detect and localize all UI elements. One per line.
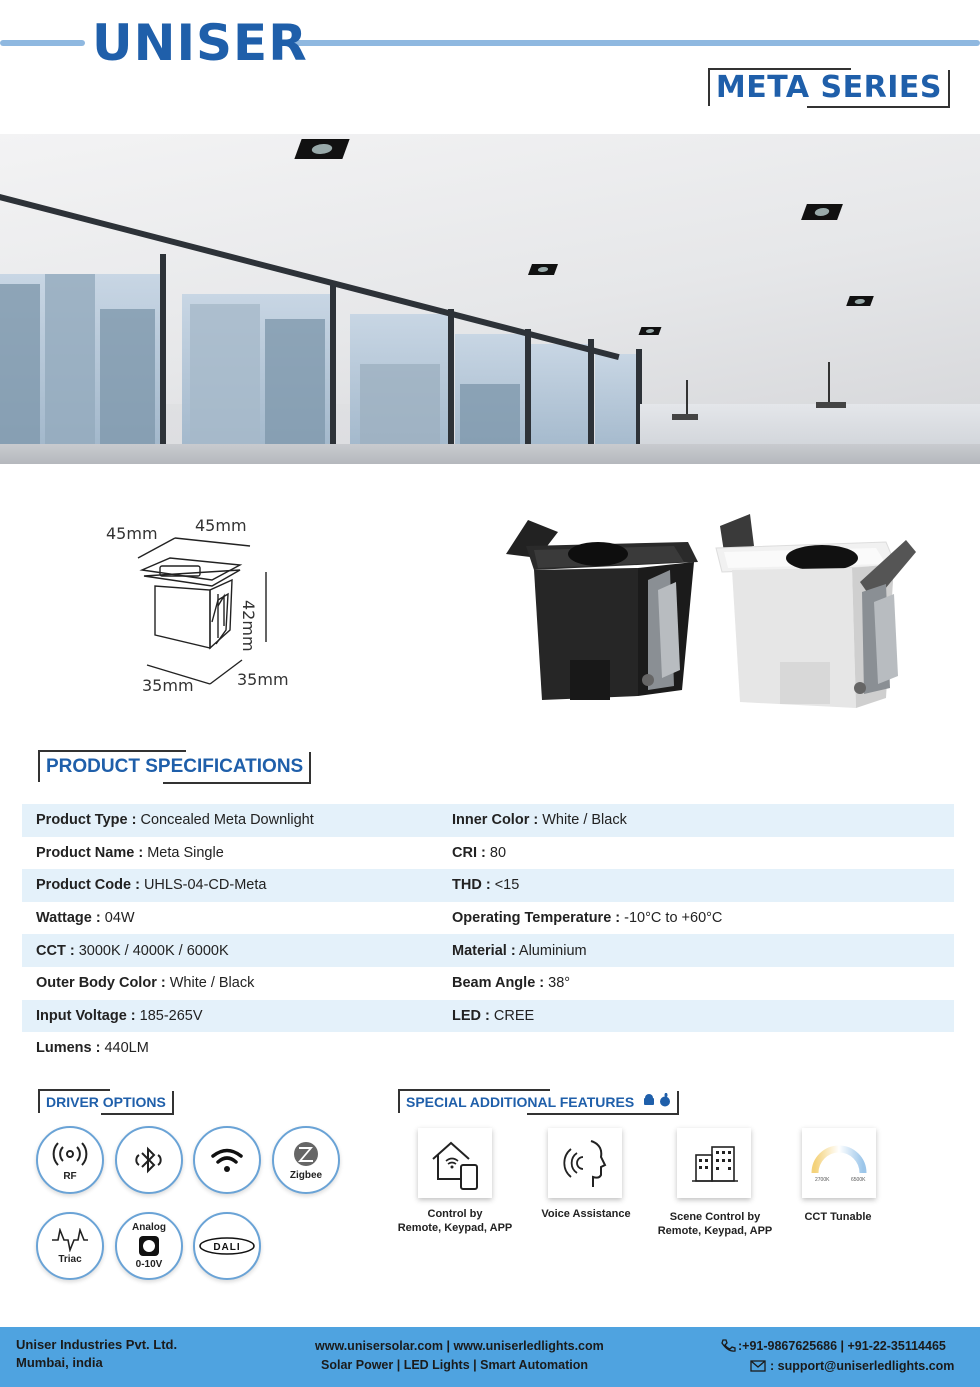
footer-phone: :+91-9867625686 | +91-22-35114465 [738,1339,946,1353]
specs-title: PRODUCT SPECIFICATIONS [46,756,304,777]
footer [0,1327,980,1387]
hero-room-image [0,134,980,464]
spec-cell: Outer Body Color : White / Black [36,975,255,992]
dim-bottom-right: 35mm [237,670,289,689]
spec-table [22,804,954,1065]
feature-tile-voice [548,1128,622,1198]
bluetooth-icon [129,1143,169,1177]
footer-company: Uniser Industries Pvt. Ltd. [16,1337,178,1352]
features-title: SPECIAL ADDITIONAL FEATURES [406,1094,635,1110]
footer-city: Mumbai, india [16,1355,103,1370]
cct-max-label: 6500K [851,1177,866,1183]
footer-phone-row[interactable] [720,1339,946,1353]
triac-label: Triac [58,1253,82,1265]
zigbee-label: Zigbee [289,1169,323,1181]
phone-icon [720,1339,736,1353]
triac-wave-icon [50,1228,90,1252]
driver-zigbee [272,1126,340,1194]
dim-bottom-left: 35mm [142,676,194,695]
header-rule-right [285,40,980,46]
smart-home-app-icon [427,1135,483,1191]
rf-icon [52,1139,88,1169]
mail-icon [750,1360,766,1372]
android-icon [643,1093,655,1112]
apple-icon [659,1093,671,1112]
footer-websites[interactable]: www.unisersolar.com | www.uniserledlights.com [315,1339,604,1353]
spec-cell: Inner Color : White / Black [452,812,627,829]
spec-cell: CRI : 80 [452,844,507,861]
header-rule-left [0,40,85,46]
spec-cell: THD : <15 [452,877,520,894]
feature-tile-cct [802,1128,876,1198]
spec-row [22,1032,954,1065]
wifi-icon [209,1145,245,1175]
spec-cell: Material : Aluminium [452,942,587,959]
spec-cell: Wattage : 04W [36,910,135,927]
spec-cell: Beam Angle : 38° [452,975,571,992]
feature-scene-caption: Scene Control by Remote, Keypad, APP [657,1211,773,1237]
spec-row [22,1000,954,1033]
specs-title-box [38,752,311,782]
zigbee-icon [291,1140,321,1168]
feature-cct-caption: CCT Tunable [804,1211,872,1223]
feature-voice-caption: Voice Assistance [541,1208,631,1220]
driver-dali [193,1212,261,1280]
product-photo-black [498,510,708,710]
driver-triac [36,1212,104,1280]
series-badge [708,70,950,106]
product-photo-white [710,512,930,712]
driver-bluetooth [115,1126,183,1194]
spec-row [22,869,954,902]
footer-email: : support@uniserledlights.com [770,1359,955,1373]
feature-tile-control [418,1128,492,1198]
spec-cell: Product Name : Meta Single [36,844,224,861]
features-title-box [398,1091,679,1113]
driver-title-box [38,1091,174,1113]
spec-cell: LED : CREE [452,1007,535,1024]
feature-tile-scene [677,1128,751,1198]
feature-control-caption: Control by Remote, Keypad, APP [397,1208,513,1234]
spec-cell: Operating Temperature : -10°C to +60°C [452,910,723,927]
footer-tagline: Solar Power | LED Lights | Smart Automation [321,1358,588,1372]
spec-cell: Product Type : Concealed Meta Downlight [36,812,314,829]
rf-label: RF [63,1170,77,1182]
dim-top-right: 45mm [195,516,247,535]
footer-email-row[interactable] [750,1359,954,1373]
dali-logo-icon [199,1237,255,1255]
voice-assistant-icon [557,1135,613,1191]
spec-cell: Lumens : 440LM [36,1040,149,1057]
spec-cell: CCT : 3000K / 4000K / 6000K [36,942,229,959]
cct-min-label: 2700K [815,1177,830,1183]
spec-cell: Input Voltage : 185-265V [36,1007,203,1024]
driver-rf [36,1126,104,1194]
spec-row [22,837,954,870]
series-title: META SERIES [715,70,942,105]
spec-row [22,934,954,967]
spec-row [22,902,954,935]
driver-wifi [193,1126,261,1194]
spec-cell: Product Code : UHLS-04-CD-Meta [36,877,267,894]
dim-height: 42mm [239,600,258,652]
driver-analog [115,1212,183,1280]
spec-row [22,804,954,837]
driver-title: DRIVER OPTIONS [46,1094,166,1110]
building-scene-icon [686,1135,742,1191]
analog-label: Analog [132,1222,166,1233]
dali-logo-text: DALI [213,1242,241,1253]
cct-gauge-icon [807,1143,871,1183]
brand-logo: UNISER [92,14,308,72]
dimmer-knob-icon [138,1235,160,1257]
dim-top-left: 45mm [106,524,158,543]
dimension-drawing [100,510,300,700]
analog-range-label: 0-10V [135,1259,163,1270]
spec-row [22,967,954,1000]
